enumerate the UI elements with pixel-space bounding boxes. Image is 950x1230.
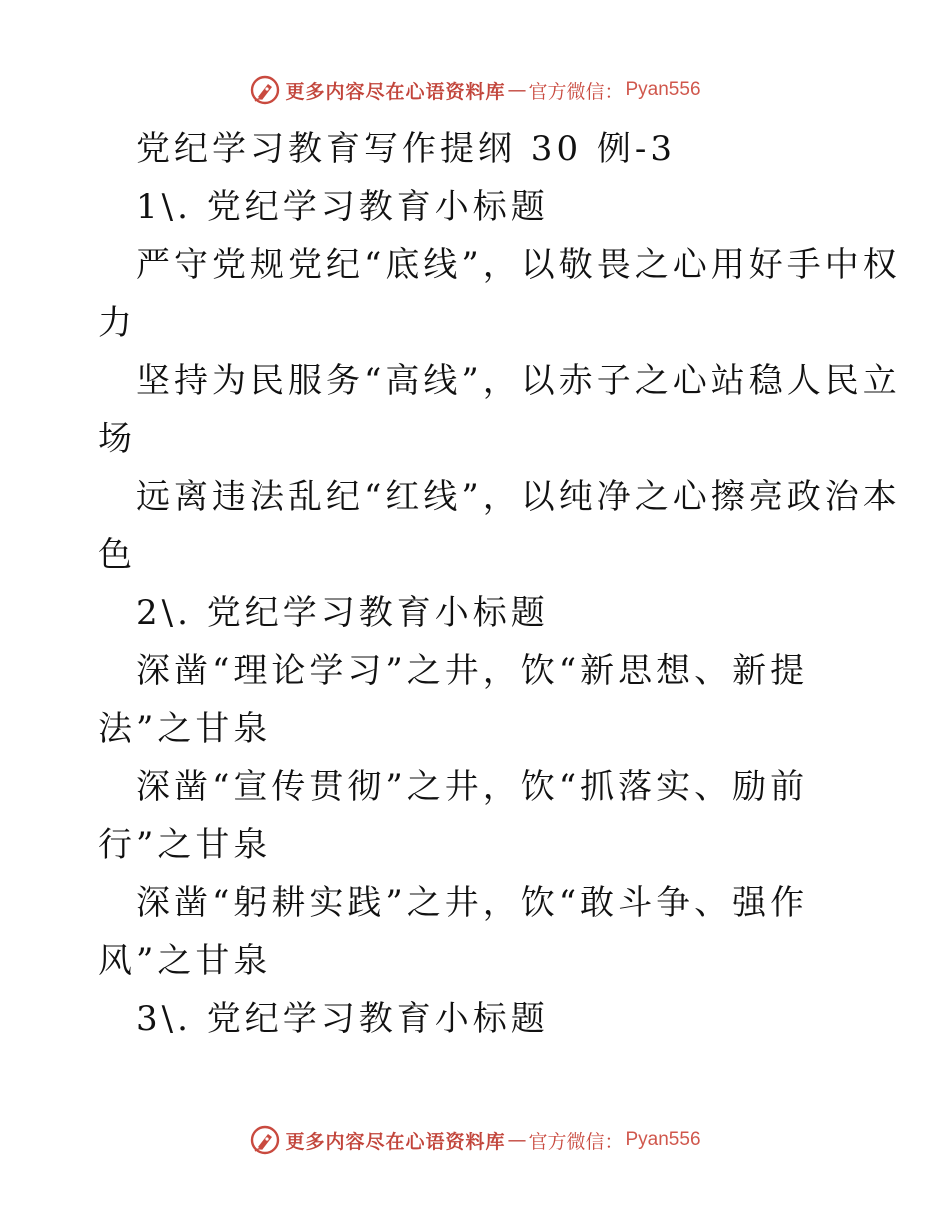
- outline-item-continuation: 风”之甘泉: [98, 941, 272, 981]
- section-heading: 3\. 党纪学习教育小标题: [136, 999, 549, 1039]
- header-watermark-banner: [0, 72, 950, 108]
- outline-item-line: 深凿“理论学习”之井，饮“新思想、新提: [136, 651, 809, 691]
- banner-wechat-id: Pyan556: [625, 79, 701, 100]
- pen-nib-logo-icon: [249, 74, 281, 106]
- outline-item-continuation: 行”之甘泉: [98, 825, 272, 865]
- outline-item-line: 坚持为民服务“高线”，以赤子之心站稳人民立: [136, 361, 901, 401]
- outline-item-line: 远离违法乱纪“红线”，以纯净之心擦亮政治本: [136, 477, 901, 517]
- banner-separator: —: [507, 1129, 527, 1151]
- banner-wechat-id: Pyan556: [625, 1129, 701, 1150]
- outline-item-line: 深凿“宣传贯彻”之井，饮“抓落实、励前: [136, 767, 809, 807]
- outline-item-continuation: 力: [98, 303, 136, 343]
- document-title: 党纪学习教育写作提纲 30 例-3: [136, 129, 676, 169]
- banner-brand-text: 更多内容尽在心语资料库: [285, 1130, 506, 1153]
- section-heading: 2\. 党纪学习教育小标题: [136, 593, 549, 633]
- pen-nib-logo-icon: [249, 1124, 281, 1156]
- banner-wechat-label: 官方微信：: [528, 80, 624, 103]
- outline-item-continuation: 法”之甘泉: [98, 709, 272, 749]
- outline-item-continuation: 色: [98, 535, 136, 575]
- banner-brand-text: 更多内容尽在心语资料库: [285, 80, 506, 103]
- banner-wechat-label: 官方微信：: [528, 1130, 624, 1153]
- outline-item-line: 深凿“躬耕实践”之井，饮“敢斗争、强作: [136, 883, 809, 923]
- outline-item-line: 严守党规党纪“底线”，以敬畏之心用好手中权: [136, 245, 901, 285]
- outline-item-continuation: 场: [98, 419, 136, 459]
- document-body: [98, 120, 901, 1048]
- section-heading: 1\. 党纪学习教育小标题: [136, 187, 549, 227]
- banner-separator: —: [507, 79, 527, 101]
- footer-watermark-banner: [0, 1122, 950, 1158]
